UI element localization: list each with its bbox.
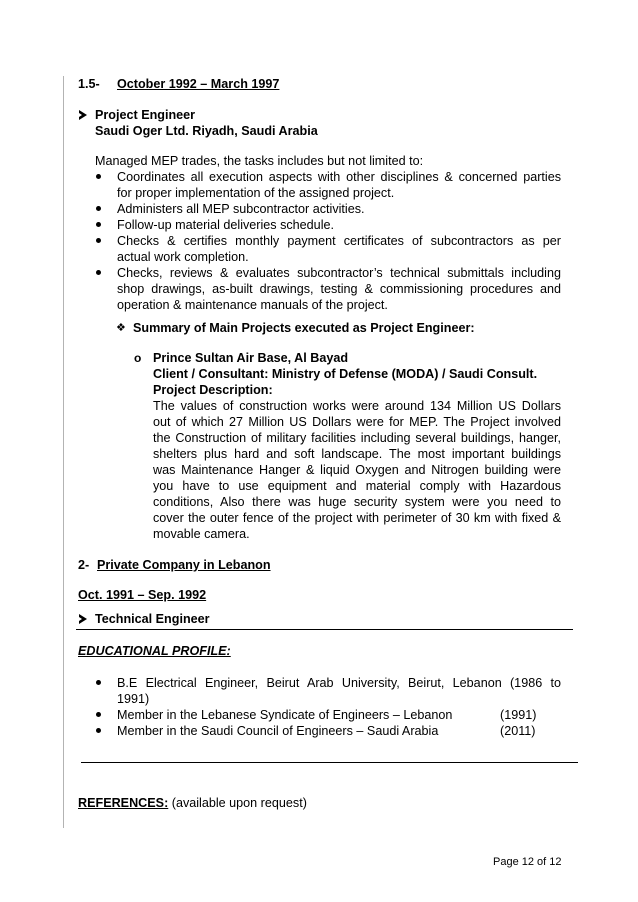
membership-text: Member in the Lebanese Syndicate of Engineers – Lebanon xyxy=(117,708,453,722)
references-heading: REFERENCES: xyxy=(78,796,169,810)
task-line: Coordinates all execution aspects with other disciplines & concerned parties xyxy=(117,170,561,184)
section-divider xyxy=(76,629,573,630)
bullet-icon xyxy=(96,238,101,243)
section-number: 2- xyxy=(78,558,90,572)
task-line: actual work completion. xyxy=(117,250,249,264)
task-line: shop drawings, as-built drawings, testing & commissioning procedures and xyxy=(117,282,561,296)
bullet-icon xyxy=(96,174,101,179)
task-line: Follow-up material deliveries schedule. xyxy=(117,218,334,232)
arrow-bullet-icon xyxy=(79,110,87,120)
membership-text: Member in the Saudi Council of Engineers – Saudi Arabia xyxy=(117,724,439,738)
page-number: Page 12 of 12 xyxy=(493,856,562,868)
bullet-icon xyxy=(96,728,101,733)
left-margin-rule xyxy=(63,76,64,828)
bullet-icon xyxy=(96,222,101,227)
tasks-intro: Managed MEP trades, the tasks includes but not limited to: xyxy=(95,154,424,168)
circle-bullet-icon: o xyxy=(134,351,142,365)
bullet-icon xyxy=(96,712,101,717)
project-name: Prince Sultan Air Base, Al Bayad xyxy=(153,351,349,365)
project-desc-line: The values of construction works were around 134 Million US Dollars xyxy=(153,399,561,413)
section-company: Private Company in Lebanon xyxy=(97,558,271,572)
references-line xyxy=(78,795,307,811)
education-line: 1991) xyxy=(117,692,150,706)
membership-year: (1991) xyxy=(500,708,537,722)
bullet-icon xyxy=(96,270,101,275)
project-desc-line: shelters plus hard and soft landscape. The most important buildings xyxy=(153,447,561,461)
project-desc-line: was Maintenance Hanger & liquid Oxygen and Nitrogen building were xyxy=(153,463,561,477)
section-number: 1.5- xyxy=(78,77,100,91)
section-period: Oct. 1991 – Sep. 1992 xyxy=(78,588,207,602)
role-title: Project Engineer xyxy=(95,108,196,122)
membership-year: (2011) xyxy=(500,724,536,738)
arrow-bullet-icon xyxy=(79,614,87,624)
references-note: (available upon request) xyxy=(171,796,307,810)
task-line: operation & maintenance manuals of the project. xyxy=(117,298,388,312)
project-desc-line: movable camera. xyxy=(153,527,250,541)
project-desc-line: out of which 27 Million US Dollars were for MEP. The Project involved xyxy=(153,415,561,429)
company-name: Saudi Oger Ltd. Riyadh, Saudi Arabia xyxy=(95,124,318,138)
task-line: for proper implementation of the assigned project. xyxy=(117,186,395,200)
project-desc-label: Project Description: xyxy=(153,383,273,397)
role-title: Technical Engineer xyxy=(95,612,210,626)
section-divider xyxy=(81,762,578,763)
section-period: October 1992 – March 1997 xyxy=(117,77,280,91)
diamond-bullet-icon: ❖ xyxy=(116,322,126,334)
project-desc-line: you have to use equipment and material comply with Hazardous xyxy=(153,479,561,493)
education-line: B.E Electrical Engineer, Beirut Arab University, Beirut, Lebanon (1986 to xyxy=(117,676,561,690)
bullet-icon xyxy=(96,680,101,685)
project-desc-line: cover the outer fence of the project with perimeter of 30 km with fixed & xyxy=(153,511,561,525)
project-desc-line: the Construction of military facilities including several buildings, hanger, xyxy=(153,431,561,445)
bullet-icon xyxy=(96,206,101,211)
task-line: Checks & certifies monthly payment certificates of subcontractors as per xyxy=(117,234,561,248)
education-heading: EDUCATIONAL PROFILE: xyxy=(78,644,231,658)
project-desc-line: conditions, Also there was huge security system were you need to xyxy=(153,495,561,509)
summary-heading: Summary of Main Projects executed as Project Engineer: xyxy=(133,321,475,335)
task-line: Checks, reviews & evaluates subcontractor’s technical submittals including xyxy=(117,266,561,280)
task-line: Administers all MEP subcontractor activities. xyxy=(117,202,365,216)
project-client: Client / Consultant: Ministry of Defense (MODA) / Saudi Consult. xyxy=(153,367,538,381)
